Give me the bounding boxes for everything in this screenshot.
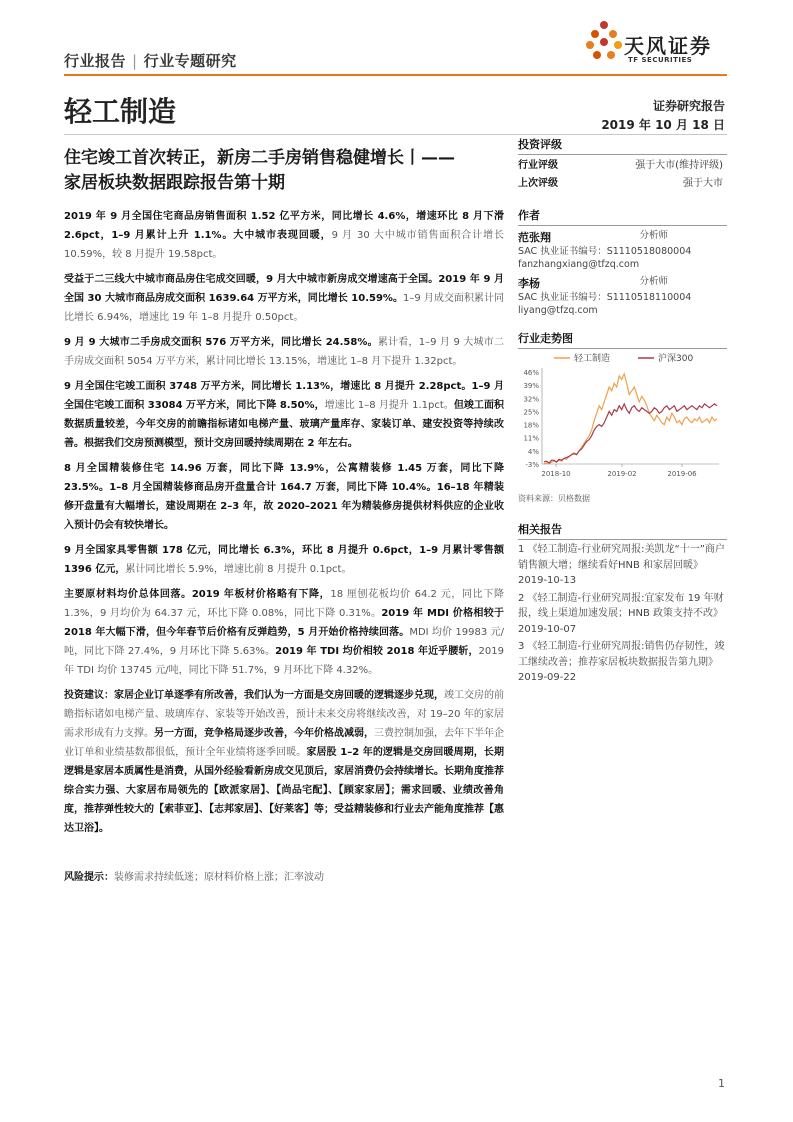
author-name: 李杨: [518, 277, 540, 290]
industry-rating-row: [518, 157, 727, 175]
author-sac: SAC 执业证书编号：S1110518110004: [518, 292, 692, 303]
plain-text: 18 厘刨花板均价 64.2 元，同比下降 1.3%，9 月均价为 64.37 元，环比下降 0.08%，同比下降 0.31%。: [64, 589, 504, 619]
related-report-item[interactable]: 3 《轻工制造-行业研究周报:销售仍存韧性，竣工继续改善；推荐家居板块数据报告第九期》 2019-09-22: [518, 641, 725, 683]
report-title: [64, 146, 504, 196]
title-line-2: 家居板块数据跟踪报告第十期: [64, 173, 285, 193]
author-card: [518, 229, 727, 271]
rating-panel: [518, 136, 727, 193]
y-tick-label: 39%: [523, 382, 539, 391]
bold-text: 9 月 9 大城市二手房成交面积 576 万平方米，同比增长 24.58%。: [64, 337, 378, 348]
title-line-1: 住宅竣工首次转正，新房二手房销售稳健增长丨——: [64, 148, 455, 168]
authors-panel: [518, 207, 727, 317]
report-body: [64, 207, 504, 844]
chart-source: 资料来源：贝格数据: [518, 494, 590, 503]
category-separator: |: [132, 52, 138, 70]
risk-text: 装修需求持续低迷；原材料价格上涨；汇率波动: [114, 872, 324, 883]
body-paragraph: [64, 270, 504, 327]
bold-text: 但竣工面积数据质量较差，今年交房的前瞻指标诸如电梯产量、玻璃产量库存、家装订单、建安投资等持续改善。根据我们交房预测模型，预计交房回暖持续周期在 2 年左右。: [64, 400, 504, 449]
body-paragraph: [64, 207, 504, 264]
x-tick-label: 2018-10: [541, 470, 571, 478]
series-line: [544, 374, 717, 464]
author-email[interactable]: liyang@tfzq.com: [518, 305, 598, 316]
body-paragraph: [64, 585, 504, 680]
x-tick-label: 2019-06: [667, 470, 697, 478]
trend-heading: 行业走势图: [518, 330, 727, 349]
category-main: 行业报告: [64, 52, 127, 70]
company-logo: [584, 20, 734, 70]
bold-text: 9 月全国家具零售额 178 亿元，同比增长 6.3%，环比 8 月提升 0.6pct，1–9 月累计零售额 1396 亿元，: [64, 545, 504, 575]
bold-text: 主要原材料均价总体回落。2019 年板材价格略有下降，: [64, 589, 331, 600]
previous-rating-label: 上次评级: [518, 178, 558, 189]
page-number: 1: [718, 1077, 725, 1090]
author-name: 范张翔: [518, 231, 551, 244]
body-paragraph: [64, 377, 504, 453]
legend-label: 轻工制造: [574, 354, 611, 364]
report-date: 2019 年 10 月 18 日: [601, 118, 725, 132]
previous-rating-row: [518, 175, 727, 193]
plain-text: 累计看，1–9 月 9 大城市二手房成交面积 5054 万平方米，累计同比增长 13.15%，增速比 1–8 月下提升 1.32pct。: [64, 337, 504, 367]
logo-english-name: TF SECURITIES: [628, 56, 693, 64]
y-tick-label: -3%: [525, 461, 539, 469]
legend-label: 沪深300: [658, 354, 694, 364]
y-tick-label: 4%: [527, 447, 539, 456]
category-sub: 行业专题研究: [143, 52, 237, 70]
body-paragraph: [64, 333, 504, 371]
bold-text: 2019 年 TDI 均价相较 2018 年近乎腰斩，: [275, 646, 479, 657]
related-report-item[interactable]: 2 《轻工制造-行业研究周报:宜家发布 19 年财报，线上渠道加速发展；HNB 政策支持不改》 2019-10-07: [518, 592, 724, 635]
bold-text: 8 月全国精装修住宅 14.96 万套，同比下降 13.9%，公寓精装修 1.45 万套，同比下降 23.5%。1–8 月全国精装修商品房开盘量合计 164.7 万套，同比下降 10.4%。16–18 年精装修开盘量有大幅增长，建设周期在 2–3 年，故 2020–2021 年为精装修房提供材料供应的企业收入预计仍会有较快增长。: [64, 463, 504, 531]
bold-text: 2019 年 MDI 价格相较于 2018 年大幅下滑，但今年春节后价格有反弹趋势，5 月开始价格持续回落。: [64, 608, 504, 638]
bold-text: 另一方面，竞争格局逐步改善，今年价格战减弱，: [154, 728, 374, 739]
related-panel: [518, 521, 727, 688]
author-sac: SAC 执业证书编号：S1110518080004: [518, 246, 692, 257]
header-rule: [64, 74, 727, 76]
report-type: 证券研究报告: [652, 99, 725, 113]
industry-trend-chart: [514, 346, 727, 486]
bold-text: 受益于二三线大中城市商品房住宅成交回暖，9 月大中城市新房成交增速高于全国。2019 年 9 月全国 30 大城市商品房成交面积 1639.64 万平方米，同比增长 10.59%。: [64, 274, 504, 304]
body-paragraph: [64, 459, 504, 535]
bold-text: 家居股 1–2 年的逻辑是交房回暖周期，长期逻辑是家居本质属性是消费，从国外经验看新房成交见顶后，家居消费仍会持续增长。长期角度推荐综合实力强、大家居布局领先的【欧派家居】、【尚品宅配】、【顾家家居】；需求回暖、业绩改善角度，推荐弹性较大的【索菲亚】、【志邦家居】、【好莱客】等；受益精装修和行业去产能角度推荐【惠达卫浴】。: [64, 747, 504, 834]
related-heading: 相关报告: [518, 521, 727, 540]
industry-rating-label: 行业评级: [518, 160, 558, 171]
previous-rating-value: 强于大市: [683, 178, 723, 189]
y-tick-label: 11%: [523, 434, 539, 443]
plain-text: 累计同比增长 5.9%，增速比前 8 月提升 0.1pct。: [125, 564, 352, 575]
body-paragraph: [64, 541, 504, 579]
logo-chinese-name: 天风证券: [624, 34, 712, 58]
plain-text: 1–9 月成交面积累计同比增长 6.94%，增速比 19 年 1–8 月提升 0.50pct。: [64, 293, 504, 323]
y-tick-label: 46%: [523, 369, 539, 377]
plain-text: 增速比 1–8 月提升 1.1pct。: [324, 400, 454, 411]
plain-text: MDI 均价 19983 元/吨，同比下降 27.4%，9 月环比下降 5.63%。: [64, 627, 504, 657]
y-tick-label: 25%: [523, 408, 539, 417]
x-tick-label: 2019-02: [607, 470, 637, 478]
y-tick-label: 18%: [523, 421, 539, 430]
author-role: 分析师: [639, 230, 668, 241]
plain-text: 竣工交房的前瞻指标诸如电梯产量、玻璃库存、家装等开始改善，预计未来交房将继续改善，对 19–20 年的家居需求形成有力支撑。: [64, 690, 504, 739]
related-report-item[interactable]: 1 《轻工制造-行业研究周报:美凯龙“十一”商户销售额大增；继续看好HNB 和家居回暖》 2019-10-13: [518, 544, 725, 586]
plain-text: 2019 年 TDI 均价 13745 元/吨，同比下降 51.7%，9 月环比下降 4.32%。: [64, 646, 504, 676]
related-list: [518, 542, 727, 686]
y-tick-label: 32%: [523, 395, 539, 404]
body-paragraph: [64, 686, 504, 838]
bold-text: 9 月全国住宅竣工面积 3748 万平方米，同比增长 1.13%，增速比 8 月提升 2.28pct。1–9 月全国住宅竣工面积 33084 万平方米，同比下降 8.50%，: [64, 381, 504, 411]
authors-heading: 作者: [518, 207, 727, 226]
author-card: [518, 275, 727, 317]
divider: [64, 134, 727, 135]
risk-label: 风险提示：: [64, 872, 114, 883]
author-role: 分析师: [639, 276, 668, 287]
plain-text: 9 月 30 大中城市销售面积合计增长 10.59%，较 8 月提升 19.58pct。: [64, 230, 504, 260]
risk-notice: [64, 868, 324, 883]
bold-text: 投资建议：家居企业订单逐季有所改善，我们认为一方面是交房回暖的逻辑逐步兑现，: [64, 690, 444, 701]
series-line: [544, 404, 717, 463]
industry-rating-value: 强于大市(维持评级): [635, 160, 723, 171]
logo-mark-icon: [584, 20, 624, 68]
rating-heading: 投资评级: [518, 136, 727, 155]
plain-text: 三费控制加强，去年下半年企业订单和业绩基数都很低，预计全年业绩将逐季回暖。: [64, 728, 504, 758]
bold-text: 2019 年 9 月全国住宅商品房销售面积 1.52 亿平方米，同比增长 4.6%，增速环比 8 月下滑 2.6pct，1–9 月累计上升 1.1%。大中城市表现回暖，: [64, 211, 504, 241]
report-category: [64, 50, 237, 71]
sector-title: 轻工制造: [64, 95, 177, 128]
author-email[interactable]: fanzhangxiang@tfzq.com: [518, 259, 640, 270]
